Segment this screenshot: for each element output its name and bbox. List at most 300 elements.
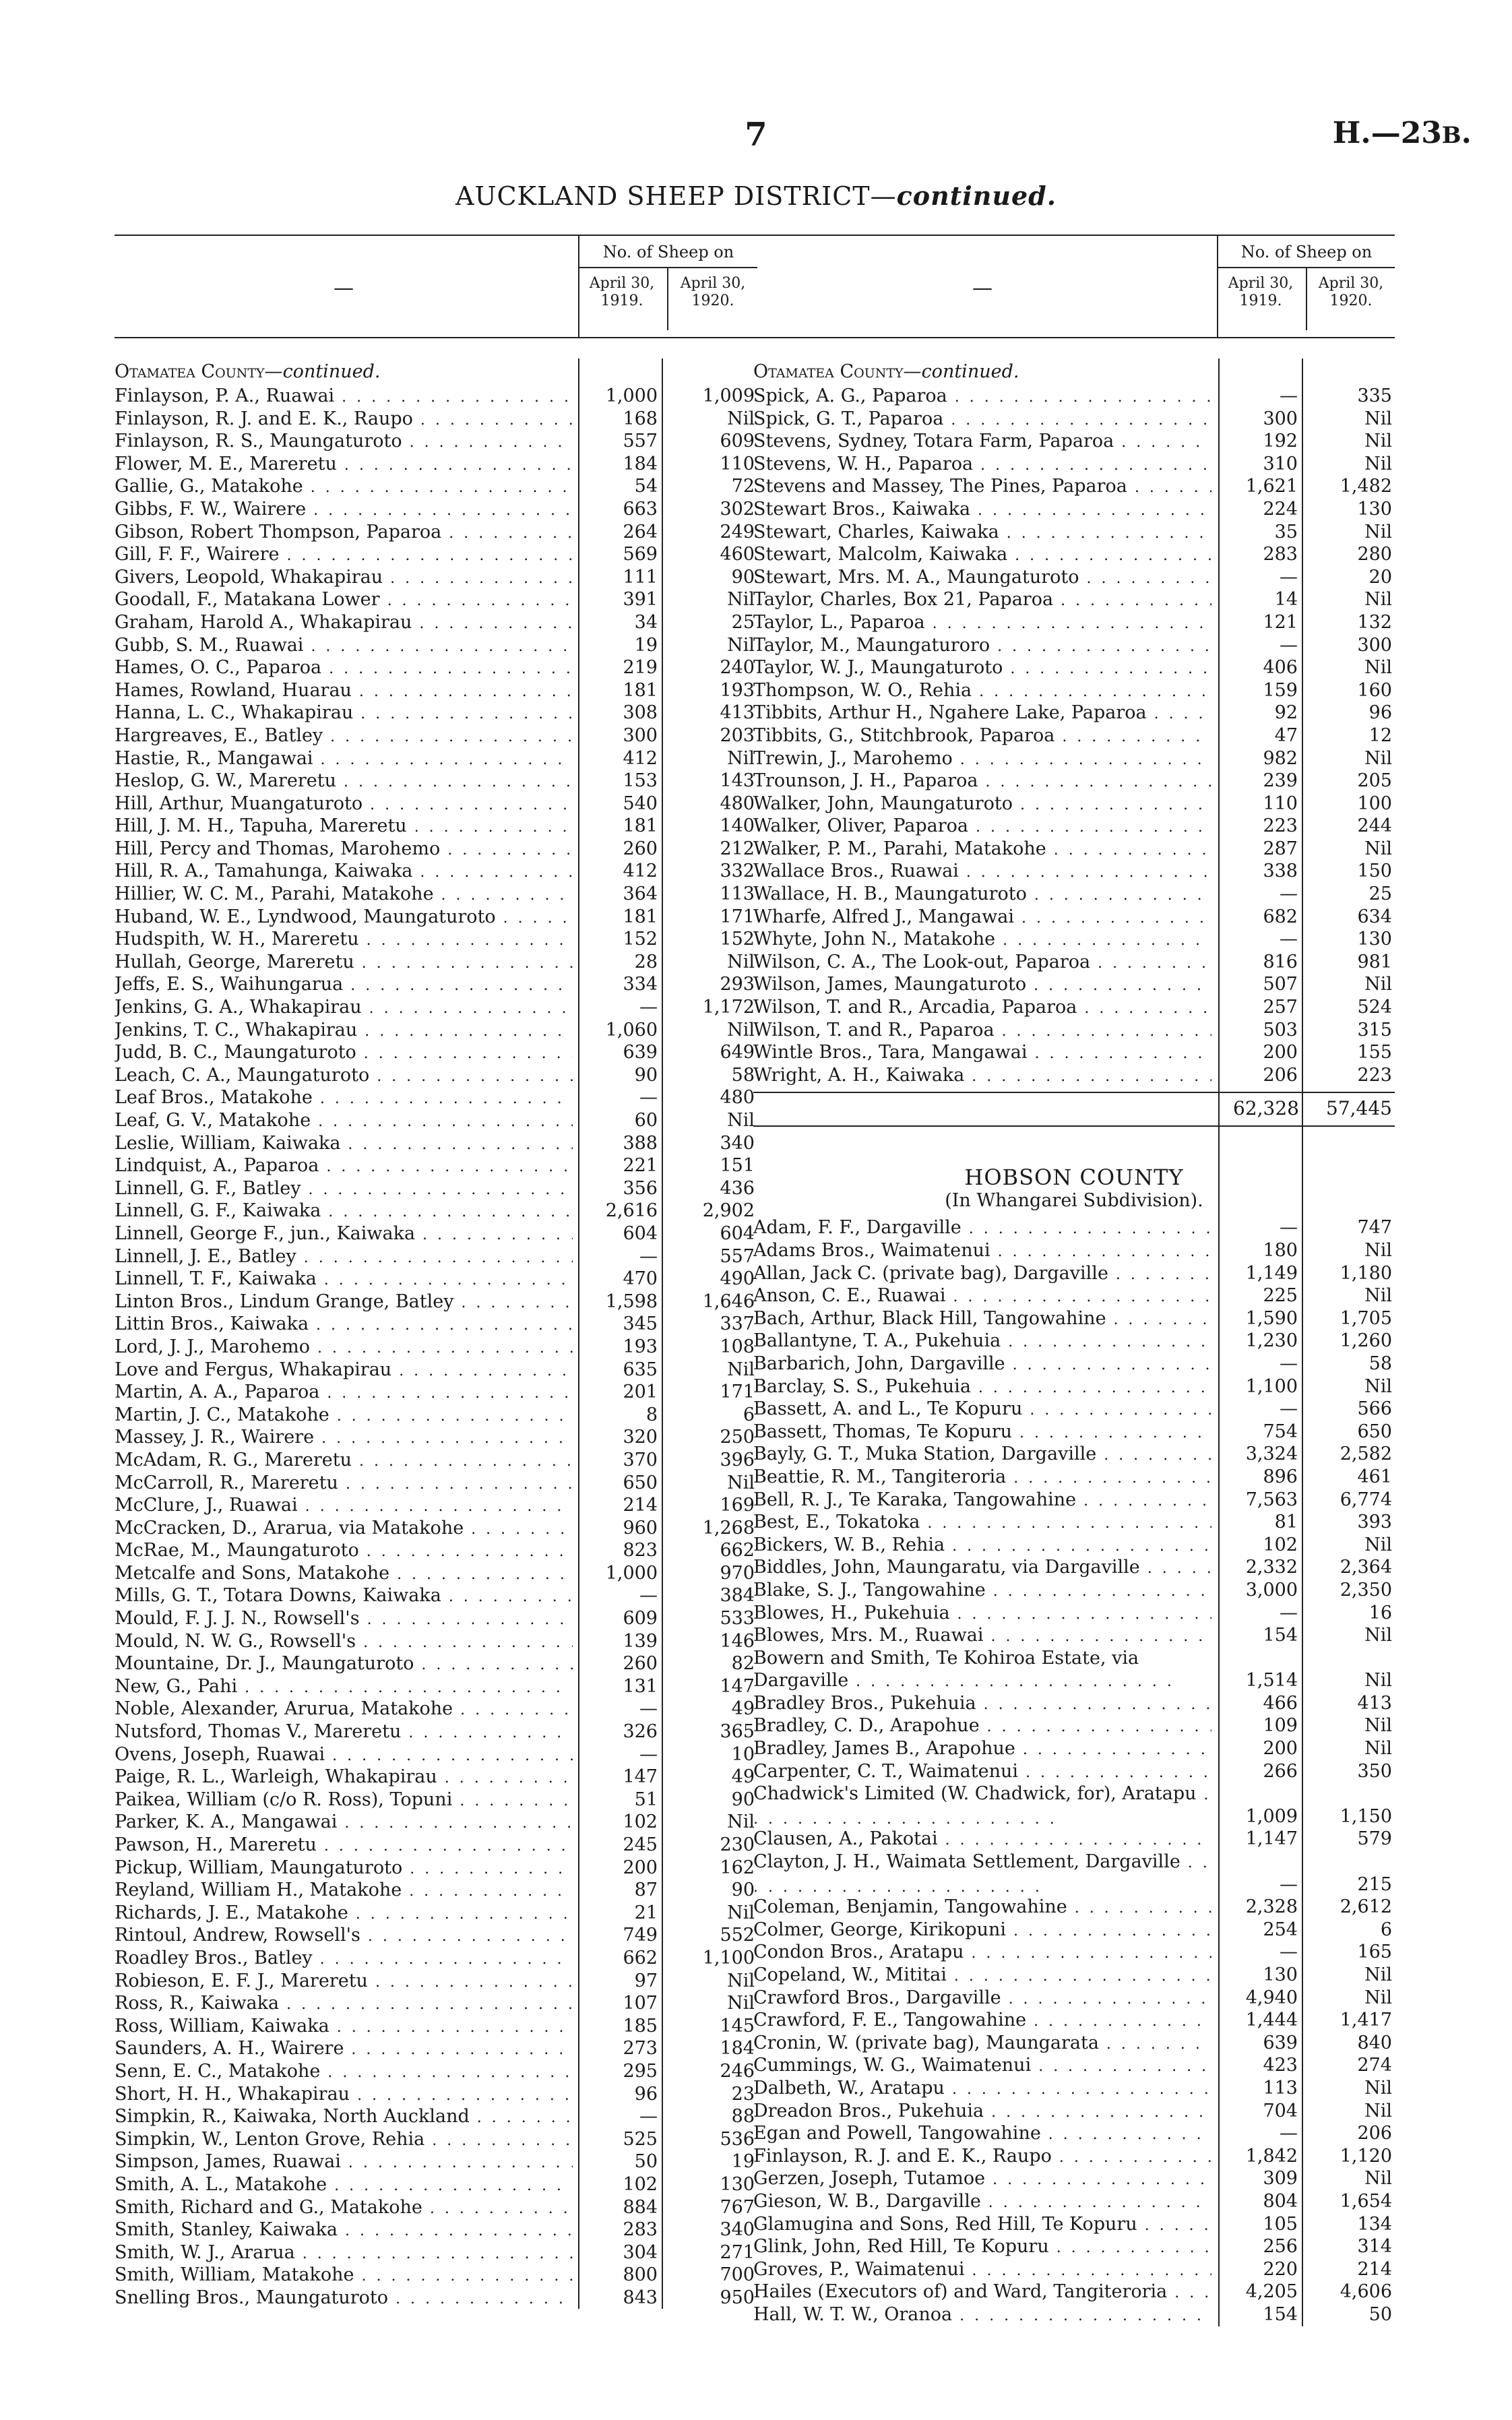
sheep-1919: 682 [1263,906,1298,927]
owner-name: Glamugina and Sons, Red Hill, Te Kopuru . . [753,2213,1211,2237]
sheep-1919: 309 [1263,2168,1298,2190]
sheep-1920: 250 [720,1427,755,1448]
sheep-1919: 338 [1263,861,1298,882]
sheep-1920: 130 [720,2173,755,2195]
table-row [753,1534,1395,1557]
owner-name: Smith, W. J., Ararua . . [115,2241,573,2266]
table-row [115,430,757,453]
sheep-1920: Nil [727,1970,755,1991]
table-row [753,1262,1395,1285]
sheep-1919: 102 [623,1811,658,1833]
sheep-1919: 283 [1263,544,1298,565]
table-row [115,588,757,611]
sheep-1919: 823 [623,1540,658,1561]
table-row [115,634,757,657]
sheep-1919: 225 [1263,1285,1298,1307]
owner-name: Crawford Bros., Dargaville . . [753,1987,1211,2011]
table-row [115,611,757,634]
sheep-1920: 302 [720,498,755,520]
sheep-1919: 639 [623,1042,658,1063]
sheep-1920: 1,417 [1340,2010,1392,2031]
sheep-1920: 25 [731,611,755,633]
sheep-1919: — [639,1087,658,1109]
table-row [115,1268,757,1291]
sheep-1920: Nil [727,747,755,769]
sheep-1919: 87 [634,1880,658,1901]
sheep-1919: 1,149 [1245,1262,1298,1284]
sheep-1919: 223 [1263,815,1298,837]
table-row [753,1828,1395,1851]
table-row [115,1109,757,1132]
sheep-1920: Nil [727,1359,755,1380]
header-group-title: No. of Sheep on [579,236,757,268]
owner-name: McClure, J., Ruawai . . [115,1494,573,1518]
owner-name: Hillier, W. C. M., Parahi, Matakohe . . [115,883,573,907]
sheep-1920: 1,482 [1340,476,1392,497]
table-row [753,611,1395,634]
owner-name: Groves, P., Waimatenui . . [753,2258,1211,2283]
table-row [115,498,757,521]
sheep-1919: 896 [1263,1466,1298,1487]
table-row [115,656,757,679]
owner-name: Hullah, George, Mareretu . . [115,951,573,975]
owner-name: Hill, J. M. H., Tapuha, Mareretu . . [115,815,573,839]
sheep-1920: 205 [1357,770,1392,792]
table-row [115,2241,757,2264]
sheep-1920: 271 [720,2241,755,2263]
sheep-1919: — [1280,385,1298,406]
sheep-1920: 436 [720,1177,755,1199]
sheep-1920: 1,268 [702,1517,755,1539]
owner-name: Tibbits, G., Stitchbrook, Paparoa . . [753,724,1211,749]
owner-name: Bradley, C. D., Arapohue . . [753,1714,1211,1739]
table-row [753,1692,1395,1715]
table-row [753,1064,1395,1087]
sheep-1919: 388 [623,1132,658,1154]
owner-name: Glink, John, Red Hill, Te Kopuru . . [753,2235,1211,2260]
table-row [753,1353,1395,1375]
total-1919: 62,328 [1233,1097,1299,1120]
sheep-1920: 524 [1357,997,1392,1018]
sheep-1920: Nil [1364,2100,1392,2121]
sheep-1919: 168 [623,408,658,429]
sheep-1920: Nil [1364,2077,1392,2099]
sheep-1919: 257 [1263,997,1298,1018]
owner-name: Gibbs, F. W., Wairere . . [115,498,573,522]
sheep-1919: 105 [1263,2213,1298,2235]
sheep-1919: 466 [1263,1692,1298,1714]
page-number: 7 [745,116,767,154]
table-row [753,2077,1395,2100]
owner-name: Bradley, James B., Arapohue . . [753,1737,1211,1762]
owner-name: Senn, E. C., Matakohe . . [115,2060,573,2084]
sheep-1919: 185 [623,2015,658,2037]
sheep-1920: 840 [1357,2032,1392,2053]
table-row [115,543,757,566]
sheep-1919: 569 [623,544,658,565]
total-1920: 57,445 [1326,1097,1392,1120]
table-row [115,475,757,498]
owner-name: Barbarich, John, Dargaville . . [753,1353,1211,1377]
sheep-1920: 662 [720,1540,755,1561]
owner-name: Cronin, W. (private bag), Maungarata . . [753,2032,1211,2056]
sheep-1919: 816 [1263,951,1298,972]
owner-name: Blowes, Mrs. M., Ruawai . . [753,1624,1211,1648]
table-row [115,521,757,544]
sheep-1920: 130 [1357,498,1392,520]
sheep-1919: 704 [1263,2100,1298,2121]
owner-name: Ross, William, Kaiwaka . . [115,2015,573,2039]
sheep-1919: — [639,997,658,1018]
sheep-1919: 111 [623,566,658,588]
sheep-1919: 51 [634,1789,658,1810]
sheep-1919: 14 [1274,589,1298,611]
table-row [115,1562,757,1585]
table-row [753,2145,1395,2168]
sheep-1919: 2,332 [1245,1557,1298,1578]
left-table-header [115,235,757,338]
sheep-1919: 214 [623,1495,658,1516]
table-row [753,793,1395,815]
sheep-1919: 154 [1263,1625,1298,1646]
sheep-1920: Nil [1364,838,1392,859]
owner-name: Smith, Stanley, Kaiwaka . . [115,2219,573,2243]
sheep-1919: 180 [1263,1240,1298,1261]
county-continued: continued. [282,361,381,382]
sheep-1920: Nil [1364,1987,1392,2008]
sheep-1919: 130 [1263,1964,1298,1985]
sheep-1920: 533 [720,1608,755,1630]
sheep-1919: 201 [623,1382,658,1403]
table-row [115,770,757,793]
sheep-1919: 1,444 [1245,2010,1298,2031]
table-row [115,1584,757,1607]
table-row [115,860,757,883]
table-row [753,996,1395,1019]
sheep-1920: 162 [720,1857,755,1878]
sheep-1920: 2,364 [1340,1557,1392,1578]
table-row [753,498,1395,521]
sheep-1919: 102 [623,2173,658,2195]
sheep-1920: 1,180 [1340,1262,1392,1284]
table-row [115,1154,757,1177]
table-row [115,996,757,1019]
table-row [753,408,1395,431]
sheep-1919: 749 [623,1925,658,1946]
table-row [115,1766,757,1789]
owner-name: Walker, Oliver, Paparoa . . [753,815,1211,839]
sheep-1920: 490 [720,1268,755,1290]
owner-name: Martin, J. C., Matakohe . . [115,1404,573,1428]
sheep-1919: — [1280,883,1298,905]
sheep-1920: 1,654 [1340,2190,1392,2212]
table-row [753,453,1395,476]
owner-name: Taylor, L., Paparoa . . [753,611,1211,635]
sheep-1919: — [1280,634,1298,656]
owner-name: Wallace Bros., Ruawai . . [753,860,1211,884]
header-group [578,236,757,337]
owner-name: Wilson, C. A., The Look-out, Paparoa . . [753,951,1211,975]
owner-name: Taylor, W. J., Maungaturoto . . [753,656,1211,681]
sheep-1920: 649 [720,1042,755,1063]
sheep-1920: 90 [731,1880,755,1901]
sheep-1920: Nil [1364,1285,1392,1307]
sheep-1920: Nil [1364,1240,1392,1261]
sheep-1920: 50 [1368,2303,1392,2325]
table-row [115,1924,757,1947]
sheep-1919: 184 [623,453,658,474]
table-row [115,408,757,431]
owner-name: Pawson, H., Mareretu . . [115,1834,573,1858]
sheep-1920: 314 [1357,2236,1392,2258]
owner-name: Hames, O. C., Paparoa . . [115,656,573,681]
sheep-1919: 800 [623,2264,658,2286]
sheep-1919: 92 [1274,702,1298,724]
sheep-1920: 203 [720,724,755,746]
sheep-1919: 604 [623,1222,658,1244]
sheep-1920: 58 [1368,1353,1392,1374]
sheep-1919: 153 [623,770,658,792]
table-row [115,1517,757,1540]
table-row [115,2219,757,2241]
table-row [753,2190,1395,2213]
table-row [753,1330,1395,1353]
sheep-1919: 525 [623,2128,658,2150]
owner-name: Love and Fergus, Whakapirau . . [115,1359,573,1383]
owner-name: Gallie, G., Matakohe . . [115,475,573,499]
sheep-1920: 1,009 [702,385,755,406]
sheep-1920: 193 [720,679,755,701]
sheep-1919: 754 [1263,1421,1298,1442]
sheep-1920: 384 [720,1585,755,1607]
sheep-1920: 1,150 [1340,1805,1392,1827]
table-row [753,702,1395,724]
owner-name: Givers, Leopold, Whakapirau . . [115,566,573,590]
sheep-1920: 6,774 [1340,1489,1392,1510]
sheep-1919: 181 [623,815,658,837]
table-row [753,770,1395,793]
table-row [115,928,757,951]
owner-name: Trewin, J., Marohemo . . [753,747,1211,772]
table-row [753,906,1395,929]
sheep-1919: 159 [1263,679,1298,701]
sheep-1919: 264 [623,521,658,542]
sheep-1919: 34 [634,611,658,633]
sheep-1919: 663 [623,498,658,520]
table-row [115,838,757,861]
table-row [115,1607,757,1630]
sheep-1919: 300 [1263,408,1298,429]
sheep-1919: 4,205 [1245,2281,1298,2303]
sheep-1920: 25 [1368,883,1392,905]
header-col-1919: April 30, 1919. [589,275,655,309]
sheep-1920: 566 [1357,1398,1392,1420]
owner-name: Robieson, E. F. J., Mareretu . . [115,1970,573,1994]
sheep-1920: Nil [727,408,755,429]
sheep-1919: 287 [1263,838,1298,859]
owner-name: Pickup, William, Maungaturoto . . [115,1857,573,1881]
sheep-1920: 300 [1357,634,1392,656]
table-row [115,2037,757,2060]
sheep-1919: 19 [634,634,658,656]
owner-name: Gill, F. F., Wairere . . [115,543,573,567]
sheep-1919: 2,616 [605,1200,658,1222]
sheep-1919: 503 [1263,1019,1298,1041]
sheep-1920: 1,705 [1340,1307,1392,1329]
sheep-1919: 982 [1263,747,1298,769]
sheep-1919: 152 [623,929,658,950]
owner-name: Biddles, John, Maungaratu, via Dargaville . . [753,1556,1211,1580]
owner-name: Chadwick's Limited (W. Chadwick, for), Aratapu . . [753,1782,1211,1830]
table-row [753,1421,1395,1444]
table-row [115,2173,757,2196]
sheep-1919: 1,000 [605,1562,658,1584]
table-row [753,1579,1395,1602]
sheep-1919: 60 [634,1110,658,1131]
table-row [753,2258,1395,2281]
sheep-1920: Nil [727,951,755,972]
sheep-1919: 154 [1263,2303,1298,2325]
owner-name: Bassett, A. and L., Te Kopuru . . [753,1398,1211,1422]
owner-name: Crawford, F. E., Tangowahine . . [753,2009,1211,2033]
table-row [753,2235,1395,2258]
sheep-1920: 293 [720,974,755,995]
owner-name: Wilson, T. and R., Paparoa . . [753,1019,1211,1043]
sheep-1920: 134 [1357,2213,1392,2235]
owner-name: Copeland, W., Mititai . . [753,1964,1211,1988]
table-row [753,634,1395,657]
owner-name: Hill, Arthur, Muangaturoto . . [115,793,573,817]
table-row [115,951,757,974]
owner-name: Taylor, Charles, Box 21, Paparoa . . [753,588,1211,613]
sheep-1920: 335 [1357,385,1392,406]
county-heading [115,359,757,385]
sheep-1919: — [1280,1217,1298,1239]
table-row [115,2264,757,2287]
sheep-1919: — [1280,1873,1298,1895]
sheep-1920: 393 [1357,1512,1392,1533]
owner-name: Heslop, G. W., Mareretu . . [115,770,573,794]
sheep-1920: 460 [720,544,755,565]
table-row [115,1200,757,1222]
sheep-1920: Nil [1364,1625,1392,1646]
table-row [115,815,757,838]
sheep-1919: 113 [1263,2077,1298,2099]
owner-name: Simpson, James, Ruawai . . [115,2150,573,2175]
sheep-1919: 1,514 [1245,1670,1298,1692]
owner-name: Bradley Bros., Pukehuia . . [753,1692,1211,1716]
table-row [753,724,1395,747]
table-row [115,2105,757,2128]
table-row [115,793,757,815]
table-row [115,1539,757,1562]
sheep-1920: 767 [720,2196,755,2218]
sheep-1920: 23 [731,2083,755,2105]
right-column [753,235,1395,2326]
sheep-1920: 557 [720,1245,755,1267]
owner-name: Tibbits, Arthur H., Ngahere Lake, Paparoa . . [753,702,1211,726]
hobson-county-heading: HOBSON COUNTY [964,1165,1184,1191]
document-reference: H.—23B. [1332,116,1472,150]
table-row [753,973,1395,996]
table-row [753,521,1395,544]
sheep-1919: 35 [1274,521,1298,542]
sheep-1920: 340 [720,1132,755,1154]
owner-name: McRae, M., Maungaturoto . . [115,1539,573,1563]
owner-name: Bassett, Thomas, Te Kopuru . . [753,1421,1211,1445]
header-col-1920: April 30, 1920. [1306,268,1395,330]
sheep-1920: 970 [720,1562,755,1584]
sheep-1919: 224 [1263,498,1298,520]
sheep-1920: 132 [1357,611,1392,633]
county-heading [753,359,1395,385]
owner-name: Hall, W. T. W., Oranoa . . [753,2303,1211,2328]
table-row [115,1970,757,1993]
table-row [115,1947,757,1970]
sheep-1920: 950 [720,2287,755,2308]
sheep-1920: 155 [1357,1042,1392,1063]
right-table-body [753,359,1395,2326]
owner-name: Jenkins, T. C., Whakapirau . . [115,1019,573,1043]
sheep-1920: 171 [720,906,755,927]
sheep-1920: 20 [1368,566,1392,588]
header-group-title: No. of Sheep on [1218,236,1395,268]
county-total-row [753,1092,1395,1127]
owner-name: Smith, A. L., Matakohe . . [115,2173,573,2198]
header-group [1217,236,1395,337]
owner-name: Clausen, A., Pakotai . . [753,1828,1211,1852]
sheep-1919: 206 [1263,1064,1298,1086]
owner-name: Huband, W. E., Lyndwood, Maungaturoto . . [115,906,573,930]
table-row [115,2060,757,2083]
table-row [115,1019,757,1042]
table-row [753,1851,1395,1896]
table-row [753,1964,1395,1987]
sheep-1920: 230 [720,1834,755,1855]
sheep-1920: 315 [1357,1019,1392,1041]
sheep-1920: Nil [727,1019,755,1041]
owner-name: Metcalfe and Sons, Matakohe . . [115,1562,573,1586]
sheep-1919: 1,842 [1245,2145,1298,2167]
owner-name: Finlayson, R. S., Maungaturoto . . [115,430,573,454]
sheep-1920: 10 [731,1743,755,1765]
sheep-1920: 604 [720,1222,755,1244]
owner-name: Wintle Bros., Tara, Mangawai . . [753,1041,1211,1065]
sheep-1920: 19 [731,2151,755,2173]
sheep-1920: 246 [720,2060,755,2082]
left-table-body [115,359,757,2309]
owner-name: Coleman, Benjamin, Tangowahine . . [753,1896,1211,1920]
sheep-1919: 121 [1263,611,1298,633]
owner-name: Carpenter, C. T., Waimatenui . . [753,1760,1211,1785]
sheep-1920: 146 [720,1630,755,1652]
owner-name: Judd, B. C., Maungaturoto . . [115,1041,573,1065]
sheep-1920: 1,172 [702,997,755,1018]
owner-name: Simpkin, W., Lenton Grove, Rehia . . [115,2128,573,2152]
sheep-1919: — [639,1743,658,1765]
sheep-1920: 244 [1357,815,1392,837]
sheep-1919: 245 [623,1834,658,1855]
owner-name: Jenkins, G. A., Whakapirau . . [115,996,573,1020]
header-col-1919: April 30, 1919. [1228,275,1294,309]
owner-name: Finlayson, R. J. and E. K., Raupo . . [753,2145,1211,2169]
owner-name: Wallace, H. B., Maungaturoto . . [753,883,1211,907]
table-row [753,679,1395,702]
table-row [753,475,1395,498]
owner-name: Bowern and Smith, Te Kohiroa Estate, via Dargaville . . [753,1647,1211,1694]
owner-name: Adam, F. F., Dargaville . . [753,1216,1211,1241]
sheep-1919: 254 [1263,1919,1298,1940]
